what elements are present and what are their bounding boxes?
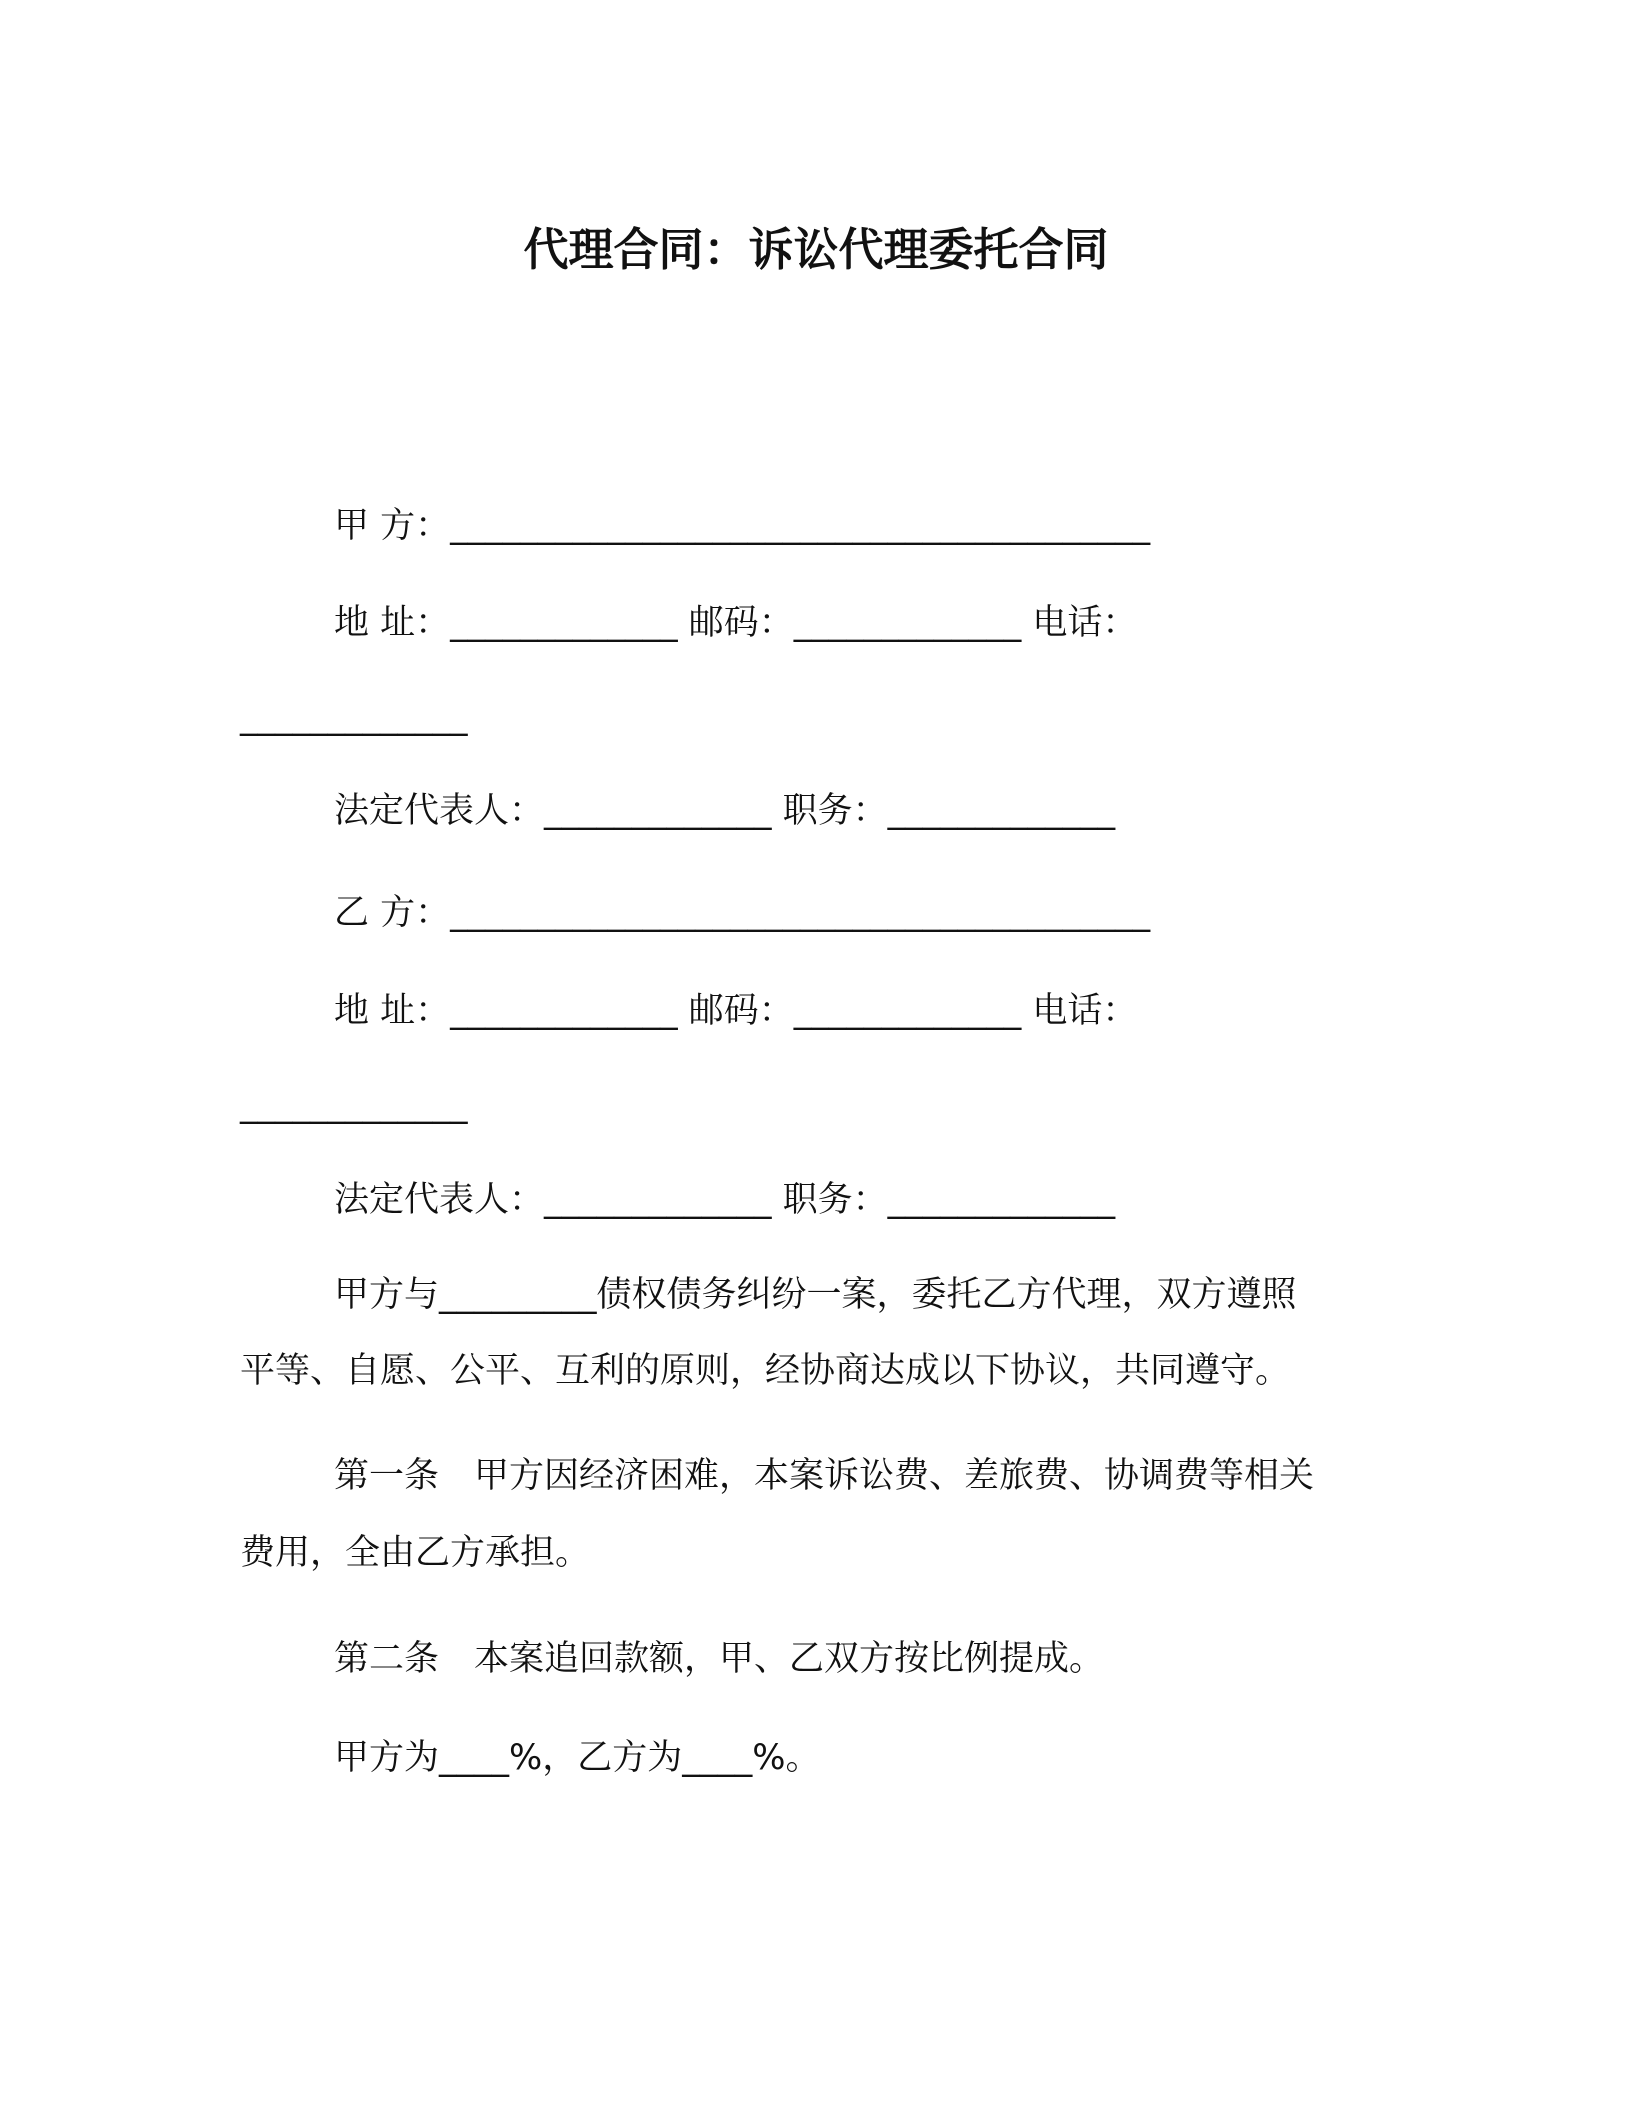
article-two-line: 第二条 本案追回款额，甲、乙双方按比例提成。 xyxy=(334,1639,1105,1679)
party-b-phone-blank-line: _____________ xyxy=(240,1085,468,1125)
agreement-intro-line-1: 甲方与_________债权债务纠纷一案，委托乙方代理，双方遵照 xyxy=(334,1275,1297,1315)
party-b-address-line: 地 址：_____________ 邮码：_____________ 电话： xyxy=(334,991,1138,1031)
document-title: 代理合同：诉讼代理委托合同 xyxy=(523,223,1109,276)
party-a-address-line: 地 址：_____________ 邮码：_____________ 电话： xyxy=(334,603,1138,643)
article-one-line-2: 费用，全由乙方承担。 xyxy=(240,1533,591,1573)
share-ratio-line: 甲方为____%，乙方为____%。 xyxy=(334,1738,821,1778)
article-one-line-1: 第一条 甲方因经济困难，本案诉讼费、差旅费、协调费等相关 xyxy=(334,1456,1315,1496)
party-a-name-line: 甲 方：________________________________________ xyxy=(334,506,1151,546)
party-a-phone-blank-line: _____________ xyxy=(240,697,468,737)
party-b-representative-line: 法定代表人：_____________ 职务：_____________ xyxy=(334,1180,1116,1220)
party-a-representative-line: 法定代表人：_____________ 职务：_____________ xyxy=(334,791,1116,831)
party-b-name-line: 乙 方：________________________________________ xyxy=(334,893,1151,933)
agreement-intro-line-2: 平等、自愿、公平、互利的原则，经协商达成以下协议，共同遵守。 xyxy=(240,1351,1291,1391)
